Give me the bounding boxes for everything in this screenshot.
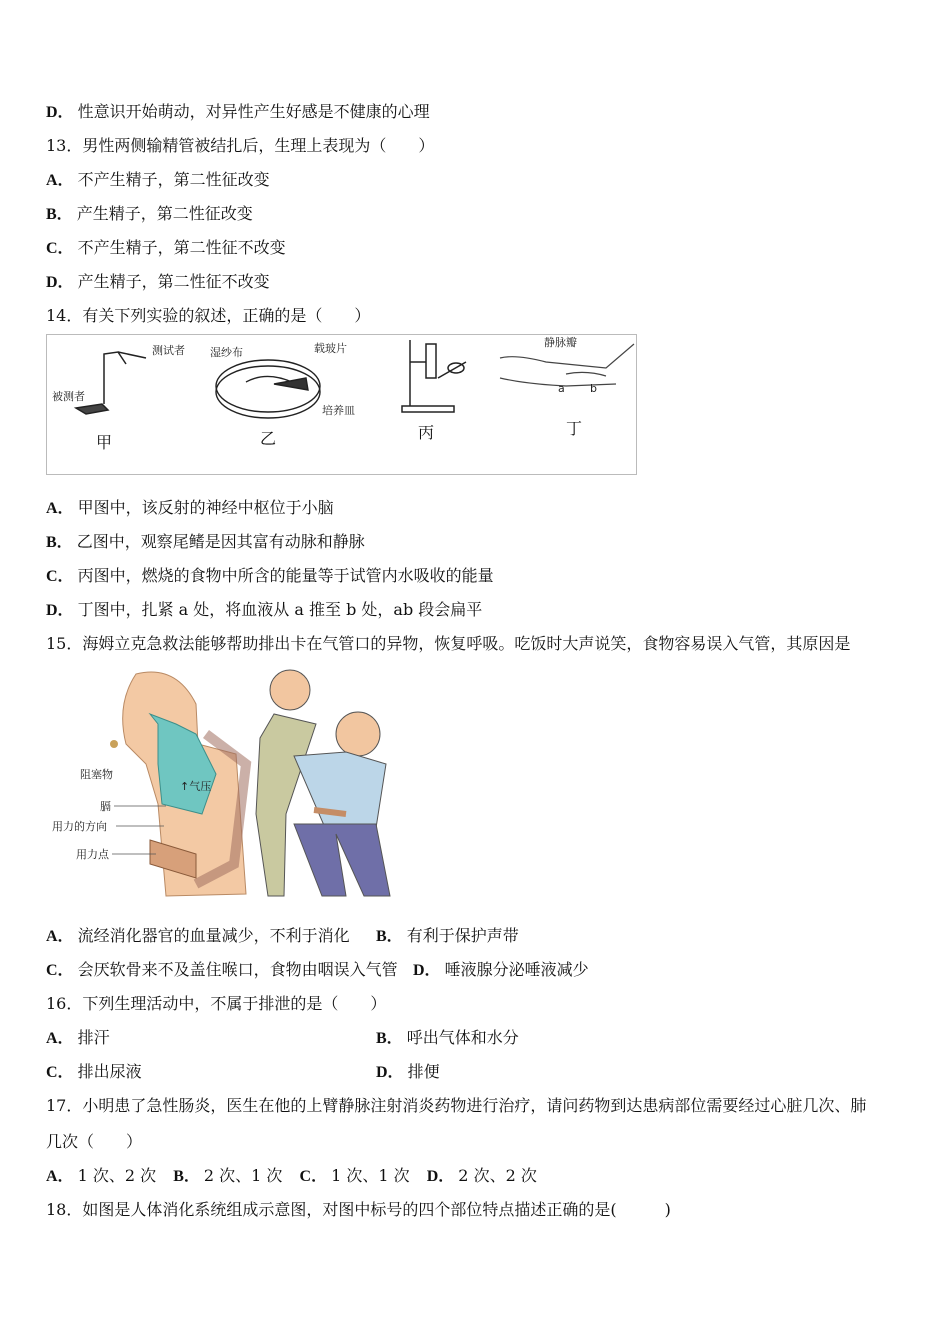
q13-option-a: A． 不产生精子，第二性征改变 [46, 170, 270, 189]
q16-option-d: D． 排便 [376, 1062, 440, 1081]
q13-stem: 13．男性两侧输精管被结扎后，生理上表现为（ ） [46, 136, 435, 155]
yi-gauze-label: 湿纱布 [210, 346, 243, 359]
yi-caption: 乙 [260, 429, 277, 448]
yi-slide-label: 载玻片 [314, 342, 347, 355]
q12-option-d: D． 性意识开始萌动，对异性产生好感是不健康的心理 [46, 102, 430, 121]
q16-option-b: B． 呼出气体和水分 [376, 1028, 519, 1047]
q15-figure [46, 664, 396, 900]
q17-option-d: D． 2 次、2 次 [426, 1166, 537, 1185]
q15-obstruction-dot [110, 740, 118, 748]
q16-option-c: C． 排出尿液 [46, 1062, 142, 1081]
q17-stem-line1: 17．小明患了急性肠炎，医生在他的上臂静脉注射消炎药物进行治疗，请问药物到达患病部位需要经过心脏几次、肺 [46, 1096, 867, 1115]
jia-caption: 甲 [96, 433, 113, 452]
jia-tested-label: 被测者 [52, 390, 85, 403]
q15-label-obstruction: 阻塞物 [80, 768, 113, 781]
q13-option-b: B． 产生精子，第二性征改变 [46, 204, 253, 223]
q16-option-a: A． 排汗 [46, 1028, 110, 1047]
q15-label-pressure: ↑气压 [180, 780, 212, 793]
q17-option-a: A． 1 次、2 次 [46, 1166, 157, 1185]
jia-tester-label: 测试者 [152, 344, 185, 357]
q14-option-c: C． 丙图中，燃烧的食物中所含的能量等于试管内水吸收的能量 [46, 566, 494, 585]
q17-option-c: C． 1 次、1 次 [299, 1166, 410, 1185]
q14-option-a: A． 甲图中，该反射的神经中枢位于小脑 [46, 498, 334, 517]
q15-option-c: C． 会厌软骨来不及盖住喉口，食物由咽误入气管 [46, 960, 398, 979]
q15-label-point: 用力点 [76, 848, 109, 861]
q14-option-d: D． 丁图中，扎紧 a 处，将血液从 a 推至 b 处，ab 段会扁平 [46, 600, 483, 619]
ding-a-label: a [558, 382, 565, 395]
q14-figure [46, 334, 638, 476]
q17-option-b: B． 2 次、1 次 [173, 1166, 283, 1185]
q15-option-b: B． 有利于保护声带 [376, 926, 519, 945]
q13-option-d: D． 产生精子，第二性征不改变 [46, 272, 270, 291]
yi-dish-label: 培养皿 [322, 404, 355, 417]
q15-stem: 15．海姆立克急救法能够帮助排出卡在气管口的异物，恢复呼吸。吃饭时大声说笑，食物容易误入气管，其原因是 [46, 634, 851, 653]
ding-vein-label: 静脉瓣 [544, 336, 577, 349]
q14-option-b: B． 乙图中，观察尾鳍是因其富有动脉和静脉 [46, 532, 365, 551]
ding-caption: 丁 [566, 419, 583, 438]
q15-option-d: D． 唾液腺分泌唾液减少 [413, 960, 589, 979]
q16-stem: 16．下列生理活动中，不属于排泄的是（ ） [46, 994, 387, 1013]
bing-caption: 丙 [418, 423, 435, 442]
q12-option-d-text: 性意识开始萌动，对异性产生好感是不健康的心理 [77, 102, 430, 121]
q18-stem: 18．如图是人体消化系统组成示意图，对图中标号的四个部位特点描述正确的是( ) [46, 1200, 671, 1219]
q17-options [46, 1166, 537, 1187]
q17-stem-line2: 几次（ ） [46, 1132, 143, 1151]
ding-b-label: b [590, 382, 597, 395]
q14-stem: 14．有关下列实验的叙述，正确的是（ ） [46, 306, 371, 325]
q13-option-c: C． 不产生精子，第二性征不改变 [46, 238, 286, 257]
q15-option-a: A． 流经消化器官的血量减少，不利于消化 [46, 926, 350, 945]
q15-label-direction: 用力的方向 [52, 820, 107, 833]
q15-body-section [110, 672, 246, 896]
q15-label-diaphragm: 膈 [100, 800, 111, 813]
